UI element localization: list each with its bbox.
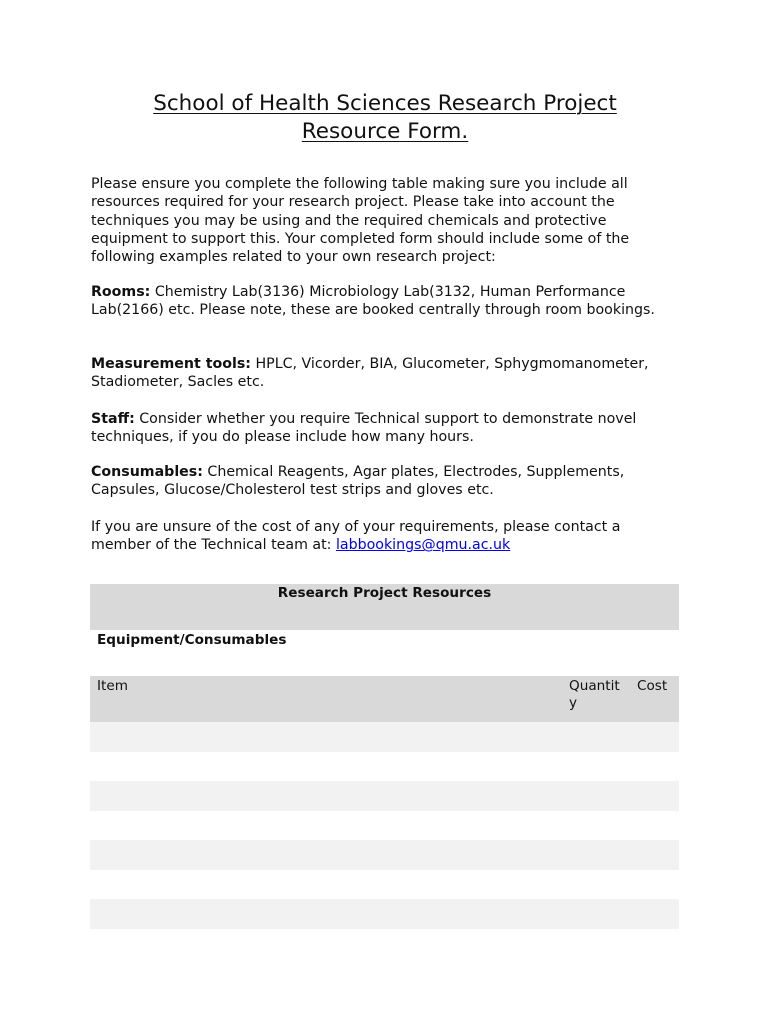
consumables-paragraph bbox=[91, 463, 681, 500]
column-header-item: Item bbox=[97, 678, 128, 694]
rooms-paragraph bbox=[91, 283, 681, 320]
table-row[interactable] bbox=[90, 899, 679, 929]
title-line-1: School of Health Sciences Research Project bbox=[153, 91, 617, 116]
table-row[interactable] bbox=[90, 840, 679, 870]
column-header-cost: Cost bbox=[637, 678, 668, 694]
rooms-label: Rooms: bbox=[91, 284, 151, 300]
table-row[interactable] bbox=[90, 752, 679, 782]
email-link[interactable]: labbookings@qmu.ac.uk bbox=[335, 537, 511, 554]
table-row[interactable] bbox=[90, 781, 679, 811]
page-title bbox=[90, 90, 680, 146]
table-row[interactable] bbox=[90, 870, 679, 900]
measurement-label: Measurement tools: bbox=[91, 356, 251, 372]
contact-paragraph bbox=[91, 518, 681, 555]
table-column-header-row bbox=[90, 676, 679, 722]
contact-text: If you are unsure of the cost of any of your requirements, please contact a member of the Technical team at: bbox=[91, 519, 621, 554]
intro-paragraph: Please ensure you complete the following table making sure you include all resources required for your research project. Please take into account the techniques you may be using and the required chemicals and protective equipment to support this. Your completed form should include some of the following examples related to your own research project: bbox=[91, 176, 630, 266]
consumables-label: Consumables: bbox=[91, 464, 203, 480]
table-header: Research Project Resources bbox=[277, 585, 492, 601]
staff-paragraph bbox=[91, 410, 681, 447]
resources-table bbox=[90, 584, 679, 929]
consumables-text: Chemical Reagents, Agar plates, Electrodes, Supplements, Capsules, Glucose/Cholesterol test strips and gloves etc. bbox=[91, 464, 625, 499]
staff-text: Consider whether you require Technical support to demonstrate novel techniques, if you do please include how many hours. bbox=[91, 411, 637, 446]
title-line-2: Resource Form. bbox=[301, 119, 469, 144]
rooms-text: Chemistry Lab(3136) Microbiology Lab(3132, Human Performance Lab(2166) etc. Please note, these are booked centrally through room bookings. bbox=[91, 284, 655, 319]
measurement-paragraph bbox=[91, 355, 681, 392]
column-header-quantity: Quantity bbox=[569, 678, 620, 711]
table-row[interactable] bbox=[90, 722, 679, 752]
measurement-text: HPLC, Vicorder, BIA, Glucometer, Sphygmomanometer, Stadiometer, Sacles etc. bbox=[91, 356, 649, 391]
table-row[interactable] bbox=[90, 811, 679, 841]
staff-label: Staff: bbox=[91, 411, 135, 427]
table-subheader: Equipment/Consumables bbox=[97, 632, 287, 648]
table-subheader-row bbox=[90, 630, 679, 676]
table-header-row bbox=[90, 584, 679, 630]
